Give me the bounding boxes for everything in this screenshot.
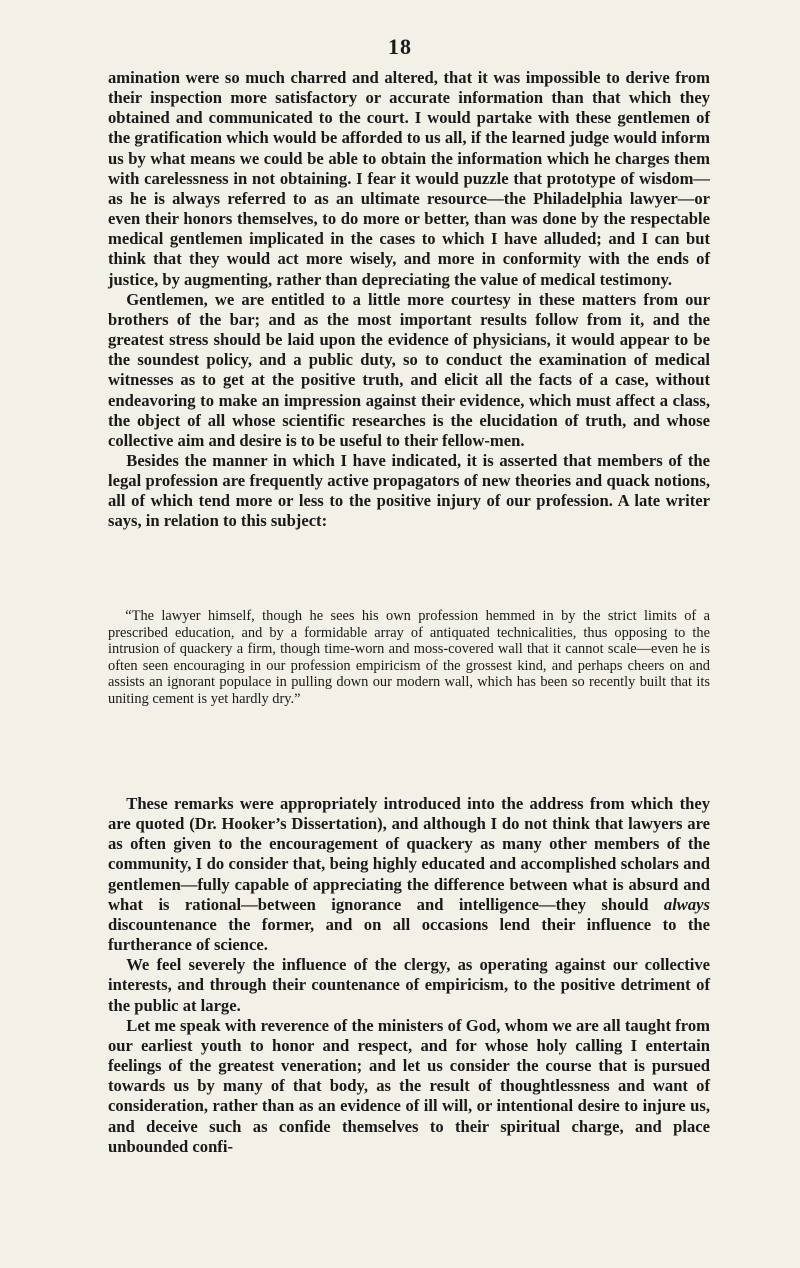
paragraph-2: Gentlemen, we are entitled to a little more courtesy in these matters from our brothers of the bar; and as the most important results follow from it, and the greatest stress should be laid upon the evidence of physicians, it would appear to be the soundest policy, and a public duty, so to conduct the examination of medical witnesses as to get at the positive truth, and elicit all the facts of a case, without endeavoring to make an impression against their evidence, which must affect a class, the object of all whose scientific researches is the elucidation of truth, and whose collective aim and desire is to be useful to their fellow-men.	[108, 289, 710, 450]
paragraph-6: Let me speak with reverence of the ministers of God, whom we are all taught from our earliest youth to honor and respect, and for whose holy calling I entertain feelings of the greatest veneration; and let us consider the course that is pursued towards us by many of that body, as the result of thoughtlessness and want of consideration, rather than as an evidence of ill will, or intentional desire to injure us, and deceive such as confide themselves to their spiritual charge, and place unbounded confi-	[108, 1015, 710, 1156]
paragraph-1: amination were so much charred and altered, that it was impossible to derive from their inspection more satisfactory or accurate information than that which they obtained and communicated to the court. I would partake with these gentlemen of the gratification which would be afforded to us all, if the learned judge would inform us by what means we could be able to obtain the information which he charges them with carelessness in not obtaining. I fear it would puzzle that prototype of wisdom—as he is always referred to as an ultimate resource—the Philadelphia lawyer—or even their honors themselves, to do more or better, than was done by the respectable medical gentlemen implicated in the cases to which I have alluded; and I can but think that they would act more wisely, and more in conformity with the ends of justice, by augmenting, rather than depreciating the value of medical testimony.	[108, 68, 710, 289]
paragraph-4-text-b: discountenance the former, and on all occasions lend their influence to the furtherance of science.	[108, 914, 710, 955]
body-text-top	[108, 68, 710, 532]
paragraph-4-text-a: These remarks were appropriately introduced into the address from which they are quoted (Dr. Hooker’s Dissertation), and although I do not think that lawyers are as often given to the encouragement of quackery as many other members of the community, I do consider that, being highly educated and accomplished scholars and gentlemen—fully capable of appreciating the difference between what is absurd and what is rational—between ignorance and intelligence—they should	[108, 794, 710, 914]
block-quote	[108, 608, 710, 708]
page-number: 18	[388, 34, 412, 59]
paragraph-3: Besides the manner in which I have indicated, it is asserted that members of the legal profession are frequently active propagators of new theories and quack notions, all of which tend more or less to the positive injury of our profession. A late writer says, in relation to this subject:	[108, 450, 710, 531]
paragraph-4-emphasis: always	[663, 894, 710, 914]
paragraph-4	[108, 794, 710, 955]
paragraph-5: We feel severely the influence of the clergy, as operating against our collective interests, and through their countenance of empiricism, to the positive detriment of the public at large.	[108, 955, 710, 1015]
quote-text: “The lawyer himself, though he sees his own profession hemmed in by the strict limits of a prescribed education, and by a formidable array of antiquated technicalities, thus opposing to the intrusion of quackery a firm, though time-worn and moss-covered wall that it cannot scale—even he is often seen encouraging in our profession empiricism of the grossest kind, and perhaps cheers on and assists an ignorant populace in pulling down our modern wall, which has been so recently built that its uniting cement is yet hardly dry.”	[108, 608, 710, 707]
body-text-bottom	[108, 794, 710, 1157]
